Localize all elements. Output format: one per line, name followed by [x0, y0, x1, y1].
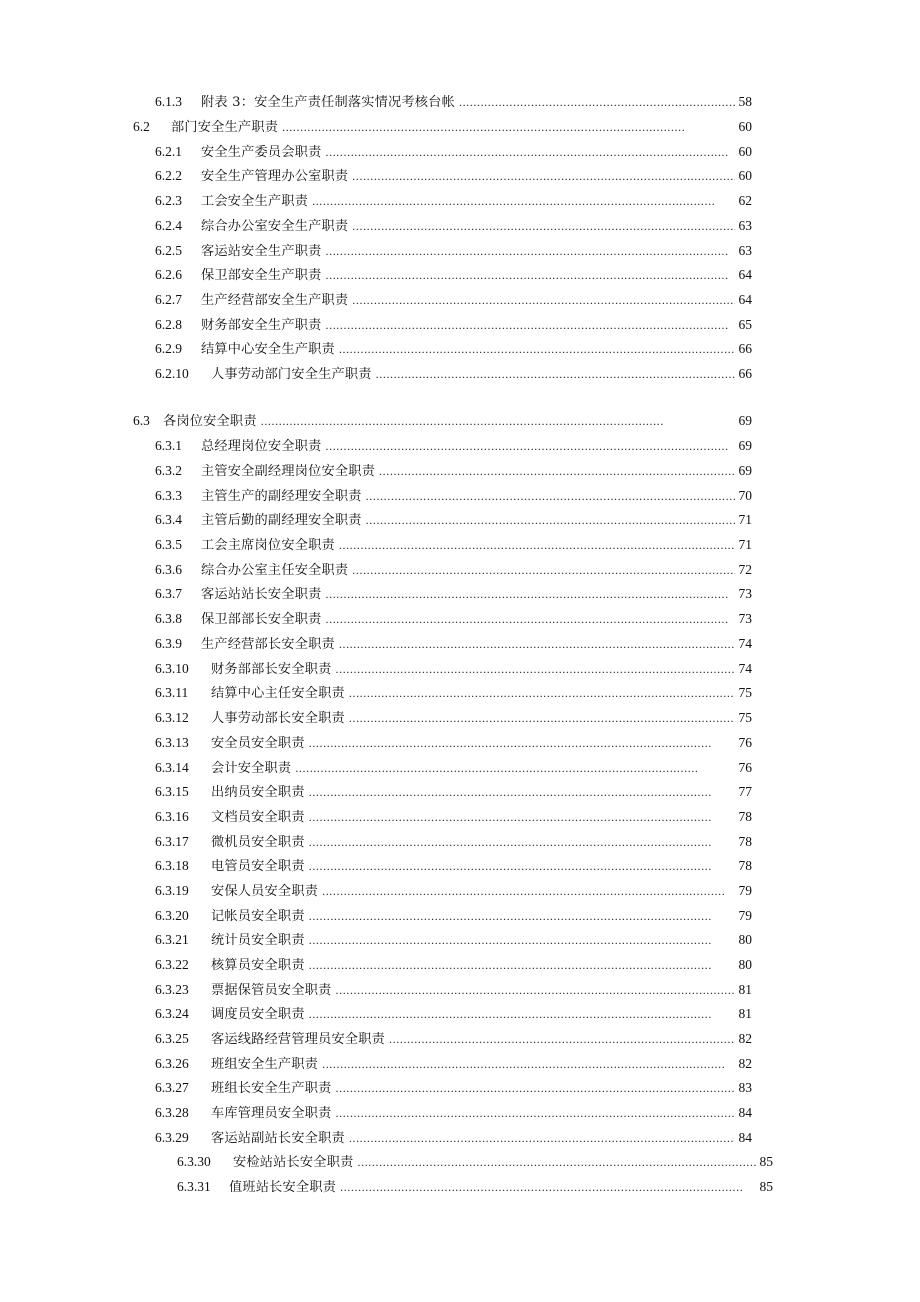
- toc-page-number: 73: [738, 611, 752, 626]
- dot-leader: [326, 314, 735, 336]
- toc-entry[interactable]: [155, 806, 752, 828]
- toc-title: 部门安全生产职责: [171, 120, 279, 135]
- toc-page-number: 69: [738, 438, 752, 453]
- toc-entry[interactable]: [155, 509, 752, 531]
- toc-number: 6.2.9: [155, 341, 182, 356]
- toc-title: 保卫部安全生产职责: [201, 268, 322, 283]
- toc-number: 6.3.14: [155, 760, 189, 775]
- toc-number: 6.3.18: [155, 858, 189, 873]
- toc-entry[interactable]: [155, 240, 752, 262]
- toc-page-number: 71: [738, 537, 752, 552]
- dot-leader: [336, 658, 735, 680]
- toc-page-number: 63: [738, 243, 752, 258]
- dot-leader: [261, 410, 735, 432]
- toc-number: 6.3.25: [155, 1031, 189, 1046]
- toc-entry[interactable]: [133, 116, 752, 138]
- toc-title: 附表 3：安全生产责任制落实情况考核台帐: [201, 95, 455, 110]
- toc-title: 安全生产委员会职责: [201, 145, 322, 160]
- toc-page-number: 76: [738, 735, 752, 750]
- dot-leader: [349, 707, 735, 729]
- dot-leader: [358, 1151, 756, 1173]
- toc-page-number: 81: [738, 982, 752, 997]
- dot-leader: [459, 91, 735, 113]
- toc-page-number: 77: [738, 784, 752, 799]
- toc-number: 6.3.30: [177, 1154, 211, 1169]
- toc-number: 6.3.20: [155, 908, 189, 923]
- toc-title: 班组安全生产职责: [211, 1057, 319, 1072]
- dot-leader: [322, 880, 734, 902]
- toc-title: 核算员安全职责: [211, 958, 305, 973]
- toc-entry[interactable]: [155, 264, 752, 286]
- toc-page-number: 58: [738, 94, 752, 109]
- dot-leader: [379, 460, 734, 482]
- toc-entry[interactable]: [155, 1003, 752, 1025]
- toc-entry[interactable]: [155, 633, 752, 655]
- toc-entry[interactable]: [155, 682, 752, 704]
- toc-page-number: 76: [738, 760, 752, 775]
- toc-number: 6.3.4: [155, 512, 182, 527]
- toc-page-number: 79: [738, 883, 752, 898]
- toc-title: 调度员安全职责: [211, 1007, 305, 1022]
- toc-page-number: 66: [738, 341, 752, 356]
- toc-entry[interactable]: [155, 485, 752, 507]
- toc-entry[interactable]: [155, 289, 752, 311]
- toc-title: 统计员安全职责: [211, 933, 305, 948]
- toc-title: 安检站站长安全职责: [233, 1155, 354, 1170]
- toc-entry[interactable]: [155, 1077, 752, 1099]
- toc-entry[interactable]: [155, 435, 752, 457]
- toc-title: 客运站副站长安全职责: [211, 1131, 345, 1146]
- toc-number: 6.3.8: [155, 611, 182, 626]
- toc-title: 主管安全副经理岗位安全职责: [201, 464, 376, 479]
- toc-title: 工会安全生产职责: [201, 194, 309, 209]
- toc-page-number: 80: [738, 957, 752, 972]
- toc-entry[interactable]: [155, 929, 752, 951]
- toc-entry[interactable]: [155, 1028, 752, 1050]
- toc-page-number: 75: [738, 685, 752, 700]
- toc-title: 客运站安全生产职责: [201, 244, 322, 259]
- dot-leader: [349, 1127, 735, 1149]
- dot-leader: [339, 633, 735, 655]
- toc-number: 6.3.29: [155, 1130, 189, 1145]
- toc-page-number: 70: [738, 488, 752, 503]
- toc-number: 6.2.10: [155, 366, 189, 381]
- toc-entry[interactable]: [155, 781, 752, 803]
- toc-entry[interactable]: [155, 757, 752, 779]
- dot-leader: [326, 240, 735, 262]
- toc-page-number: 78: [738, 834, 752, 849]
- toc-title: 记帐员安全职责: [211, 909, 305, 924]
- toc-page-number: 64: [738, 267, 752, 282]
- toc-number: 6.2.3: [155, 193, 182, 208]
- toc-number: 6.3.17: [155, 834, 189, 849]
- toc-number: 6.3.2: [155, 463, 182, 478]
- toc-title: 保卫部部长安全职责: [201, 612, 322, 627]
- toc-number: 6.3.6: [155, 562, 182, 577]
- toc-page-number: 82: [738, 1056, 752, 1071]
- toc-number: 6.3.15: [155, 784, 189, 799]
- toc-page-number: 74: [738, 636, 752, 651]
- toc-page-number: 64: [738, 292, 752, 307]
- toc-number: 6.2.4: [155, 218, 182, 233]
- toc-entry[interactable]: [155, 165, 752, 187]
- toc-title: 安保人员安全职责: [211, 884, 319, 899]
- dot-leader: [336, 1102, 735, 1124]
- toc-number: 6.2.1: [155, 144, 182, 159]
- toc-title: 车库管理员安全职责: [211, 1106, 332, 1121]
- dot-leader: [339, 534, 735, 556]
- dot-leader: [309, 1003, 735, 1025]
- toc-page-number: 83: [738, 1080, 752, 1095]
- dot-leader: [349, 682, 735, 704]
- toc-entry[interactable]: [155, 190, 752, 212]
- toc-page-number: 81: [738, 1006, 752, 1021]
- toc-entry[interactable]: [155, 1102, 752, 1124]
- toc-page-number: 66: [738, 366, 752, 381]
- toc-page-number: 65: [738, 317, 752, 332]
- dot-leader: [309, 831, 735, 853]
- toc-number: 6.2: [133, 119, 150, 134]
- toc-title: 人事劳动部长安全职责: [211, 711, 345, 726]
- toc-number: 6.3.9: [155, 636, 182, 651]
- toc-number: 6.2.5: [155, 243, 182, 258]
- toc-title: 综合办公室安全生产职责: [201, 219, 349, 234]
- dot-leader: [366, 509, 735, 531]
- dot-leader: [336, 979, 735, 1001]
- toc-number: 6.2.6: [155, 267, 182, 282]
- toc-entry[interactable]: [155, 880, 752, 902]
- toc-page-number: 60: [738, 144, 752, 159]
- toc-page-number: 71: [738, 512, 752, 527]
- toc-entry[interactable]: [155, 91, 752, 113]
- toc-number: 6.3.3: [155, 488, 182, 503]
- dot-leader: [309, 781, 735, 803]
- dot-leader: [282, 116, 734, 138]
- toc-page-number: 60: [738, 168, 752, 183]
- toc-entry[interactable]: [177, 1151, 773, 1173]
- toc-number: 6.3.24: [155, 1006, 189, 1021]
- dot-leader: [326, 264, 735, 286]
- toc-number: 6.3.31: [177, 1179, 211, 1194]
- dot-leader: [309, 954, 735, 976]
- toc-number: 6.3.21: [155, 932, 189, 947]
- toc-title: 结算中心安全生产职责: [201, 342, 335, 357]
- toc-title: 会计安全职责: [211, 761, 292, 776]
- toc-page-number: 63: [738, 218, 752, 233]
- toc-entry[interactable]: [155, 534, 752, 556]
- toc-title: 财务部部长安全职责: [211, 662, 332, 677]
- toc-number: 6.2.7: [155, 292, 182, 307]
- toc-entry[interactable]: [155, 583, 752, 605]
- toc-number: 6.3.12: [155, 710, 189, 725]
- toc-page-number: 75: [738, 710, 752, 725]
- toc-entry[interactable]: [155, 460, 752, 482]
- toc-entry[interactable]: [155, 905, 752, 927]
- dot-leader: [336, 1077, 735, 1099]
- toc-number: 6.2.2: [155, 168, 182, 183]
- toc-entry[interactable]: [155, 338, 752, 360]
- toc-number: 6.3.27: [155, 1080, 189, 1095]
- toc-number: 6.2.8: [155, 317, 182, 332]
- toc-title: 主管后勤的副经理安全职责: [201, 513, 362, 528]
- toc-number: 6.3.7: [155, 586, 182, 601]
- toc-title: 电管员安全职责: [211, 859, 305, 874]
- toc-entry[interactable]: [155, 954, 752, 976]
- dot-leader: [326, 608, 735, 630]
- toc-title: 文档员安全职责: [211, 810, 305, 825]
- toc-page-number: 69: [738, 413, 752, 428]
- toc-page-number: 82: [738, 1031, 752, 1046]
- toc-title: 主管生产的副经理安全职责: [201, 489, 362, 504]
- toc-entry[interactable]: [177, 1176, 773, 1198]
- toc-entry[interactable]: [155, 215, 752, 237]
- toc-title: 工会主席岗位安全职责: [201, 538, 335, 553]
- toc-page-number: 69: [738, 463, 752, 478]
- toc-number: 6.3.28: [155, 1105, 189, 1120]
- dot-leader: [295, 757, 734, 779]
- toc-page-number: 72: [738, 562, 752, 577]
- toc-entry[interactable]: [155, 608, 752, 630]
- toc-entry[interactable]: [155, 831, 752, 853]
- toc-number: 6.3.26: [155, 1056, 189, 1071]
- toc-title: 客运站站长安全职责: [201, 587, 322, 602]
- toc-title: 生产经营部安全生产职责: [201, 293, 349, 308]
- dot-leader: [309, 905, 735, 927]
- toc-title: 出纳员安全职责: [211, 785, 305, 800]
- dot-leader: [326, 435, 735, 457]
- toc-page-number: 85: [759, 1154, 773, 1169]
- toc-title: 人事劳动部门安全生产职责: [211, 367, 372, 382]
- toc-entry[interactable]: [155, 1127, 752, 1149]
- toc-title: 总经理岗位安全职责: [201, 439, 322, 454]
- toc-entry[interactable]: [155, 658, 752, 680]
- toc-number: 6.3.5: [155, 537, 182, 552]
- toc-title: 安全生产管理办公室职责: [201, 169, 349, 184]
- dot-leader: [339, 338, 735, 360]
- dot-leader: [322, 1053, 734, 1075]
- toc-entry[interactable]: [133, 410, 752, 432]
- toc-title: 各岗位安全职责: [163, 414, 257, 429]
- toc-number: 6.3.13: [155, 735, 189, 750]
- toc-number: 6.3.1: [155, 438, 182, 453]
- toc-number: 6.3.23: [155, 982, 189, 997]
- dot-leader: [340, 1176, 755, 1198]
- dot-leader: [312, 190, 734, 212]
- toc-entry[interactable]: [155, 732, 752, 754]
- dot-leader: [326, 583, 735, 605]
- dot-leader: [309, 855, 735, 877]
- dot-leader: [352, 165, 734, 187]
- toc-number: 6.3.10: [155, 661, 189, 676]
- toc-entry[interactable]: [155, 141, 752, 163]
- toc-title: 结算中心主任安全职责: [211, 686, 345, 701]
- toc-page-number: 85: [759, 1179, 773, 1194]
- toc-page-number: 80: [738, 932, 752, 947]
- toc-title: 班组长安全生产职责: [211, 1081, 332, 1096]
- toc-page-number: 60: [738, 119, 752, 134]
- toc-page-number: 84: [738, 1105, 752, 1120]
- dot-leader: [352, 559, 734, 581]
- toc-number: 6.1.3: [155, 94, 182, 109]
- dot-leader: [366, 485, 735, 507]
- toc-title: 票据保管员安全职责: [211, 983, 332, 998]
- toc-entry[interactable]: [155, 1053, 752, 1075]
- toc-title: 安全员安全职责: [211, 736, 305, 751]
- dot-leader: [309, 732, 735, 754]
- dot-leader: [352, 289, 734, 311]
- dot-leader: [309, 929, 735, 951]
- toc-entry[interactable]: [155, 559, 752, 581]
- toc-number: 6.3.11: [155, 685, 189, 700]
- toc-number: 6.3.16: [155, 809, 189, 824]
- toc-title: 值班站长安全职责: [229, 1180, 337, 1195]
- toc-entry[interactable]: [155, 707, 752, 729]
- toc-page-number: 78: [738, 809, 752, 824]
- toc-title: 综合办公室主任安全职责: [201, 563, 349, 578]
- dot-leader: [309, 806, 735, 828]
- dot-leader: [326, 141, 735, 163]
- toc-entry[interactable]: [155, 855, 752, 877]
- dot-leader: [389, 1028, 734, 1050]
- toc-title: 生产经营部长安全职责: [201, 637, 335, 652]
- toc-entry[interactable]: [155, 979, 752, 1001]
- toc-page-number: 74: [738, 661, 752, 676]
- dot-leader: [352, 215, 734, 237]
- dot-leader: [376, 363, 735, 385]
- toc-number: 6.3.22: [155, 957, 189, 972]
- toc-number: 6.3: [133, 413, 150, 428]
- toc-page-number: 84: [738, 1130, 752, 1145]
- toc-number: 6.3.19: [155, 883, 189, 898]
- toc-page-number: 73: [738, 586, 752, 601]
- toc-page-number: 78: [738, 858, 752, 873]
- toc-title: 微机员安全职责: [211, 835, 305, 850]
- toc-title: 财务部安全生产职责: [201, 318, 322, 333]
- toc-entry[interactable]: [155, 314, 752, 336]
- toc-entry[interactable]: [155, 363, 752, 385]
- toc-page-number: 79: [738, 908, 752, 923]
- toc-page-number: 62: [738, 193, 752, 208]
- toc-title: 客运线路经营管理员安全职责: [211, 1032, 386, 1047]
